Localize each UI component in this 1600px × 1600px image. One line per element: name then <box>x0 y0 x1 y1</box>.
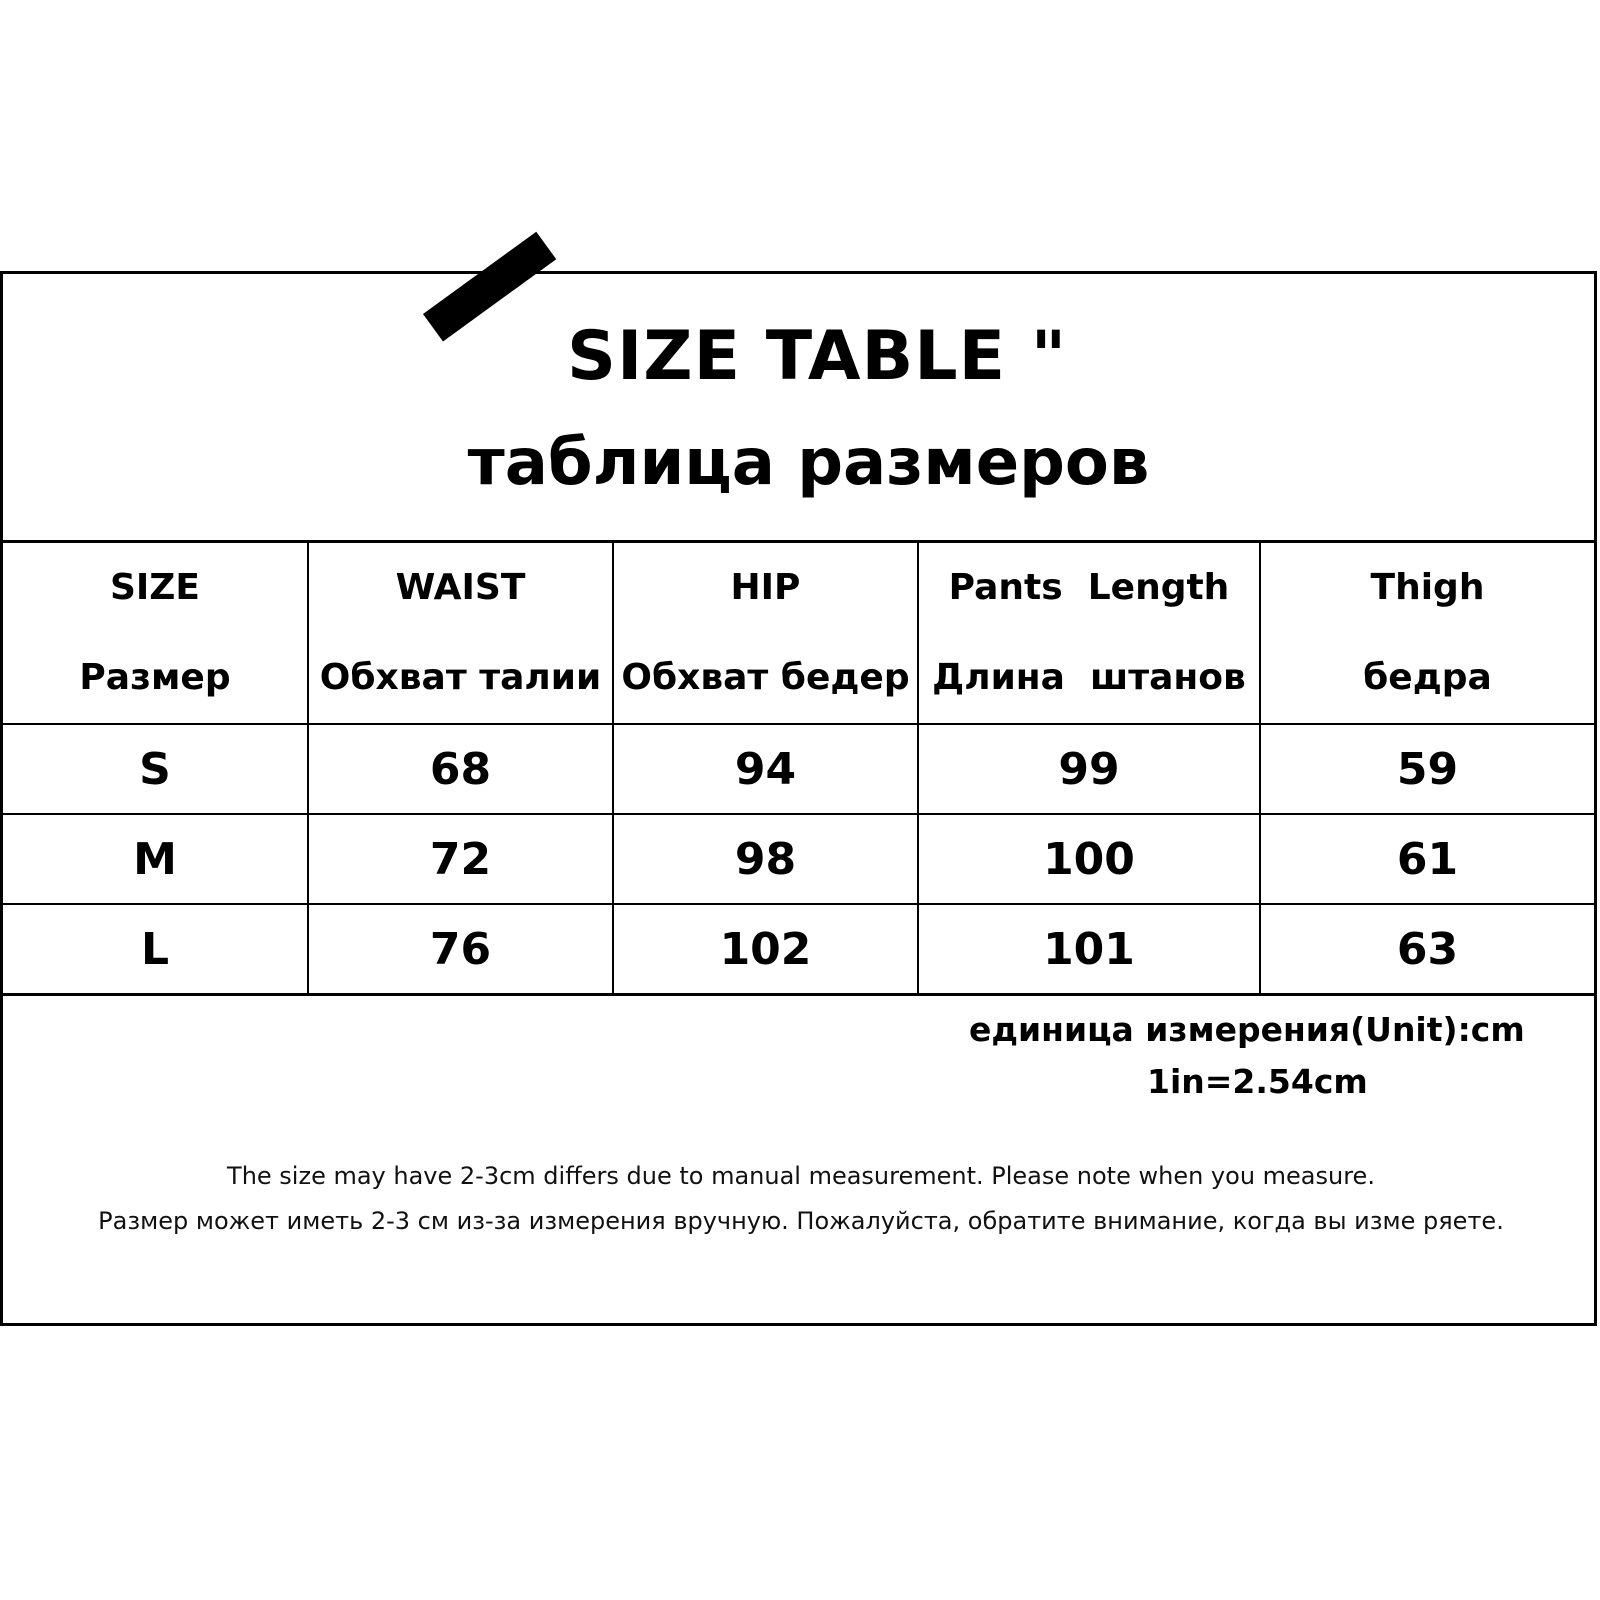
cell-thigh: 59 <box>1260 724 1594 814</box>
header-label-en: HIP <box>730 567 801 608</box>
unit-note-line2: 1in=2.54cm <box>1147 1062 1368 1101</box>
cell-size: L <box>3 904 308 995</box>
cell-thigh: 61 <box>1260 814 1594 904</box>
cell-waist: 68 <box>308 724 613 814</box>
header-label-ru: Обхват талии <box>319 657 602 698</box>
cell-hip: 98 <box>613 814 918 904</box>
disclaimer-english: The size may have 2-3cm differs due to manual measurement. Please note when you measure. <box>227 1162 1375 1190</box>
cell-hip: 94 <box>613 724 918 814</box>
header-label-ru: Длина штанов <box>932 657 1246 698</box>
disclaimer <box>21 1154 1581 1244</box>
title-area <box>3 274 1594 542</box>
header-thigh <box>1260 542 1594 725</box>
cell-waist: 72 <box>308 814 613 904</box>
cell-size: M <box>3 814 308 904</box>
title-english: SIZE TABLE " <box>567 317 1068 396</box>
header-label-en: SIZE <box>109 567 201 608</box>
size-table <box>3 540 1594 996</box>
cell-pants-length: 101 <box>918 904 1260 995</box>
disclaimer-russian: Размер может иметь 2-3 см из-за измерения вручную. Пожалуйста, обратите внимание, когда вы изме ряете. <box>98 1207 1504 1235</box>
header-label-ru: Обхват бедер <box>621 657 910 698</box>
header-label-en: Thigh <box>1370 567 1485 608</box>
table-row <box>3 814 1594 904</box>
cell-waist: 76 <box>308 904 613 995</box>
size-chart-frame <box>0 271 1597 1326</box>
table-row <box>3 904 1594 995</box>
table-row <box>3 724 1594 814</box>
header-label-en: Pants Length <box>948 567 1230 608</box>
cell-pants-length: 99 <box>918 724 1260 814</box>
slash-icon <box>423 232 556 342</box>
header-label-en: WAIST <box>395 567 526 608</box>
header-label-ru: Размер <box>79 657 231 698</box>
header-size <box>3 542 308 725</box>
unit-note-line1: единица измерения(Unit):cm <box>969 1010 1525 1049</box>
header-hip <box>613 542 918 725</box>
unit-note <box>969 1004 1589 1108</box>
cell-thigh: 63 <box>1260 904 1594 995</box>
table-header-row <box>3 542 1594 725</box>
header-waist <box>308 542 613 725</box>
cell-size: S <box>3 724 308 814</box>
title-russian: таблица размеров <box>467 426 1150 500</box>
header-pants-length <box>918 542 1260 725</box>
cell-pants-length: 100 <box>918 814 1260 904</box>
cell-hip: 102 <box>613 904 918 995</box>
header-label-ru: бедра <box>1363 657 1492 698</box>
